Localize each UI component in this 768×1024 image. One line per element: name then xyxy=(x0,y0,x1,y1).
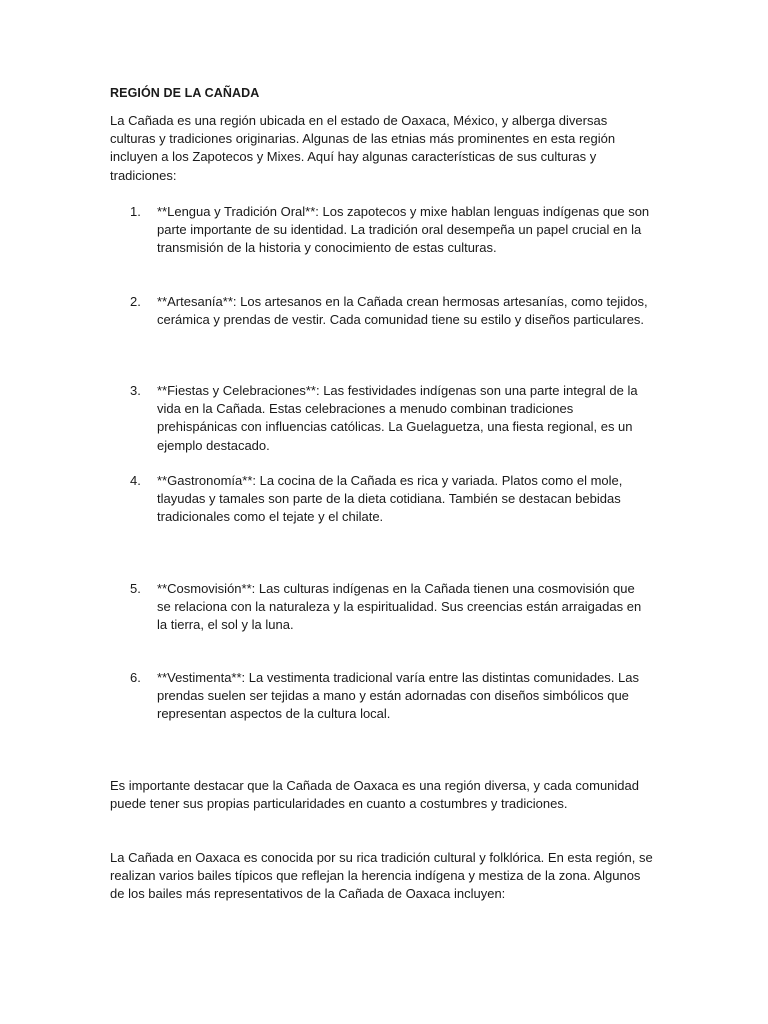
list-item-text: **Lengua y Tradición Oral**: Los zapotecos y mixe hablan lenguas indígenas que son parte importante de su identidad. La tradición oral desempeña un papel crucial en la transmisión de la historia y conocimiento de estas culturas. xyxy=(157,204,650,256)
closing-paragraph-2: La Cañada en Oaxaca es conocida por su rica tradición cultural y folklórica. En esta región, se realizan varios bailes típicos que reflejan la herencia indígena y mestiza de la zona. Algunos de los bailes más representativos de la Cañada de Oaxaca incluyen: xyxy=(110,850,653,902)
list-item-number: 2. xyxy=(130,294,141,309)
list-item-text: **Vestimenta**: La vestimenta tradicional varía entre las distintas comunidades. Las prendas suelen ser tejidas a mano y están adornadas con diseños simbólicos que representan aspectos de la cultura local. xyxy=(157,670,639,722)
list-item-number: 3. xyxy=(130,383,141,398)
document-title: REGIÓN DE LA CAÑADA xyxy=(110,86,260,100)
list-item-number: 5. xyxy=(130,581,141,596)
list-item-number: 4. xyxy=(130,473,141,488)
intro-paragraph: La Cañada es una región ubicada en el estado de Oaxaca, México, y alberga diversas culturas y tradiciones originarias. Algunas de las etnias más prominentes en esta región incluyen a los Zapotecos y Mixes. Aquí hay algunas características de sus culturas y tradiciones: xyxy=(110,113,616,183)
list-item-number: 1. xyxy=(130,204,141,219)
closing-paragraph-1: Es importante destacar que la Cañada de Oaxaca es una región diversa, y cada comunidad puede tener sus propias particularidades en cuanto a costumbres y tradiciones. xyxy=(110,778,639,812)
list-item-text: **Fiestas y Celebraciones**: Las festividades indígenas son una parte integral de la vida en la Cañada. Estas celebraciones a menudo combinan tradiciones prehispánicas con influencias católicas. La Guelaguetza, una fiesta regional, es un ejemplo destacado. xyxy=(157,383,638,453)
list-item-number: 6. xyxy=(130,670,141,685)
list-item-text: **Gastronomía**: La cocina de la Cañada es rica y variada. Platos como el mole, tlayudas y tamales son parte de la dieta cotidiana. También se destacan bebidas tradicionales como el tejate y el chilate. xyxy=(157,473,623,525)
list-item-text: **Artesanía**: Los artesanos en la Cañada crean hermosas artesanías, como tejidos, cerámica y prendas de vestir. Cada comunidad tiene su estilo y diseños particulares. xyxy=(157,294,648,328)
list-item-text: **Cosmovisión**: Las culturas indígenas en la Cañada tienen una cosmovisión que se relaciona con la naturaleza y la espiritualidad. Sus creencias están arraigadas en la tierra, el sol y la luna. xyxy=(157,581,642,633)
